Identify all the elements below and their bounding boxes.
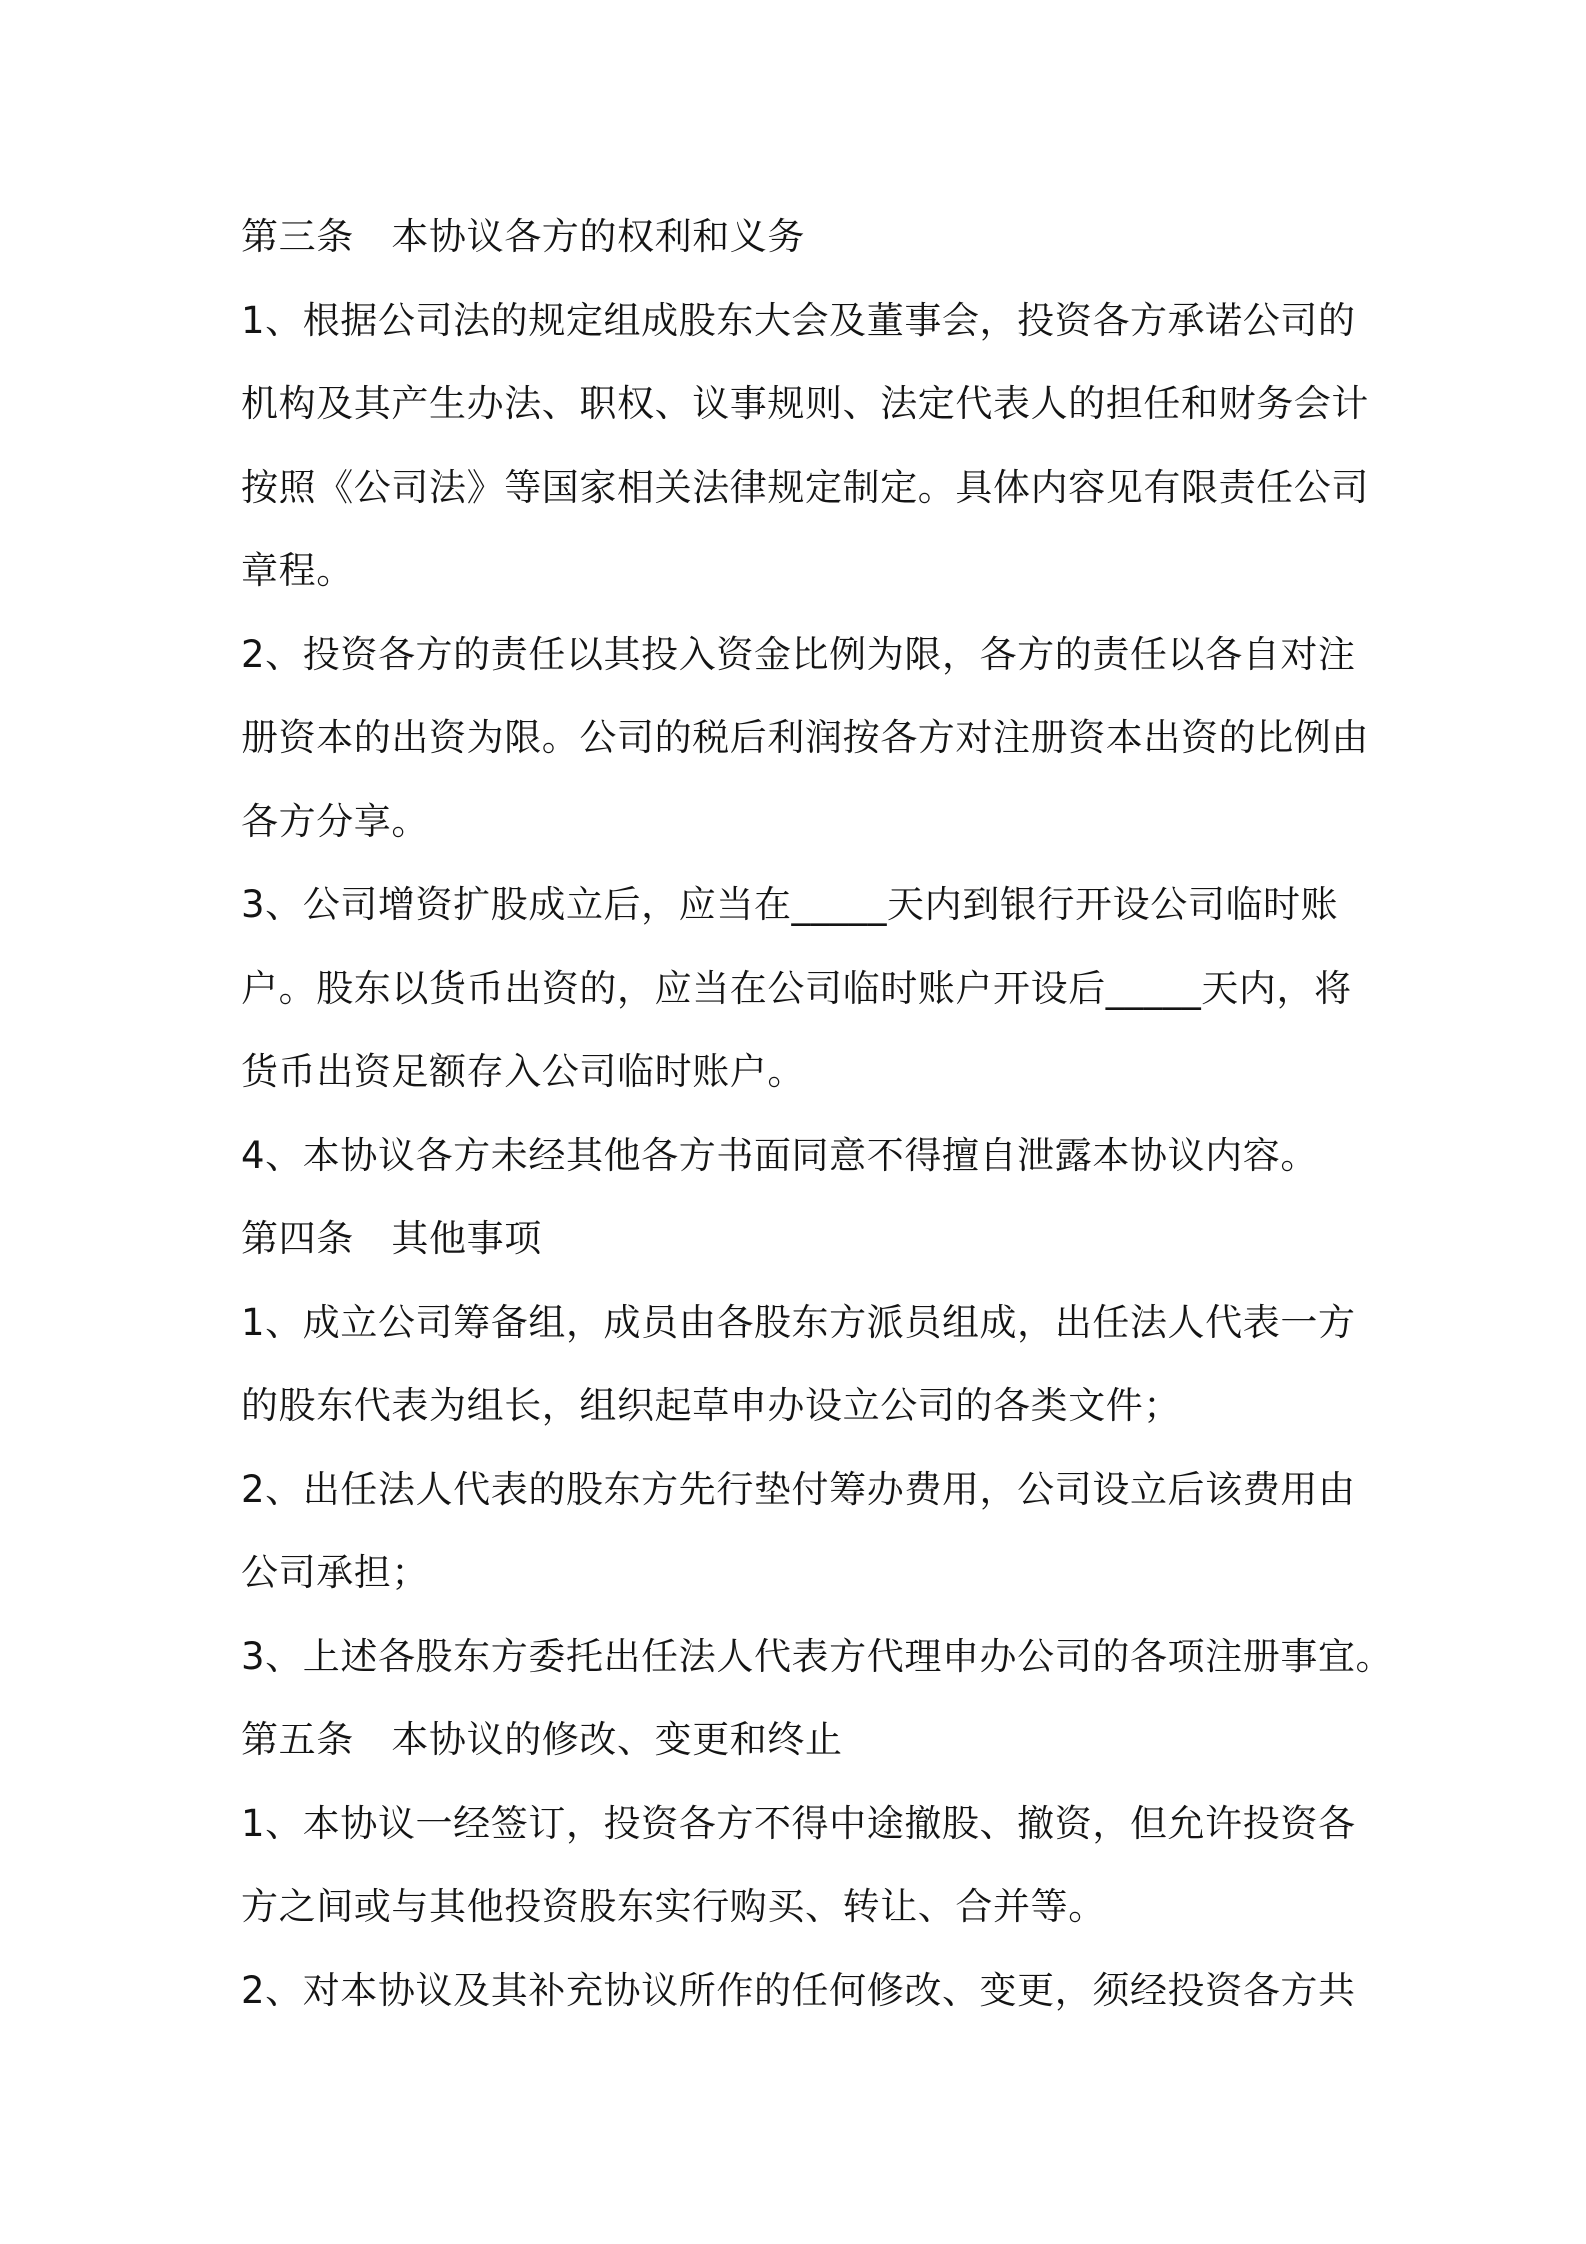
text-line: 章程。: [241, 549, 354, 592]
text-line: 2、对本协议及其补充协议所作的任何修改、变更，须经投资各方共: [241, 1968, 1356, 2012]
text-line: 1、成立公司筹备组，成员由各股东方派员组成，出任法人代表一方: [241, 1300, 1356, 1344]
text-line: 2、出任法人代表的股东方先行垫付筹办费用，公司设立后该费用由: [241, 1467, 1356, 1511]
text-line: 户。股东以货币出资的，应当在公司临时账户开设后_____天内，将: [241, 966, 1352, 1010]
text-line: 3、上述各股东方委托出任法人代表方代理申办公司的各项注册事宜。: [241, 1634, 1394, 1678]
article-3-heading: 第三条 本协议各方的权利和义务: [241, 215, 805, 258]
text-line: 3、公司增资扩股成立后，应当在_____天内到银行开设公司临时账: [241, 883, 1339, 926]
text-line: 各方分享。: [241, 799, 429, 843]
text-line: 的股东代表为组长，组织起草申办设立公司的各类文件；: [241, 1384, 1181, 1427]
text-line: 1、根据公司法的规定组成股东大会及董事会，投资各方承诺公司的: [241, 298, 1356, 342]
document-body: [241, 195, 1394, 2032]
text-line: 方之间或与其他投资股东实行购买、转让、合并等。: [241, 1885, 1106, 1928]
text-line: 货币出资足额存入公司临时账户。: [241, 1050, 805, 1093]
article-5-heading: 第五条 本协议的修改、变更和终止: [241, 1718, 843, 1761]
text-line: 册资本的出资为限。公司的税后利润按各方对注册资本出资的比例由: [241, 716, 1369, 759]
text-line: 按照《公司法》等国家相关法律规定制定。具体内容见有限责任公司: [241, 465, 1369, 509]
text-line: 公司承担；: [241, 1551, 429, 1594]
text-line: 2、投资各方的责任以其投入资金比例为限，各方的责任以各自对注: [241, 632, 1356, 676]
text-line: 4、本协议各方未经其他各方书面同意不得擅自泄露本协议内容。: [241, 1133, 1318, 1177]
text-line: 机构及其产生办法、职权、议事规则、法定代表人的担任和财务会计: [241, 382, 1369, 425]
article-4-heading: 第四条 其他事项: [241, 1217, 542, 1260]
text-line: 1、本协议一经签订，投资各方不得中途撤股、撤资，但允许投资各: [241, 1801, 1356, 1845]
